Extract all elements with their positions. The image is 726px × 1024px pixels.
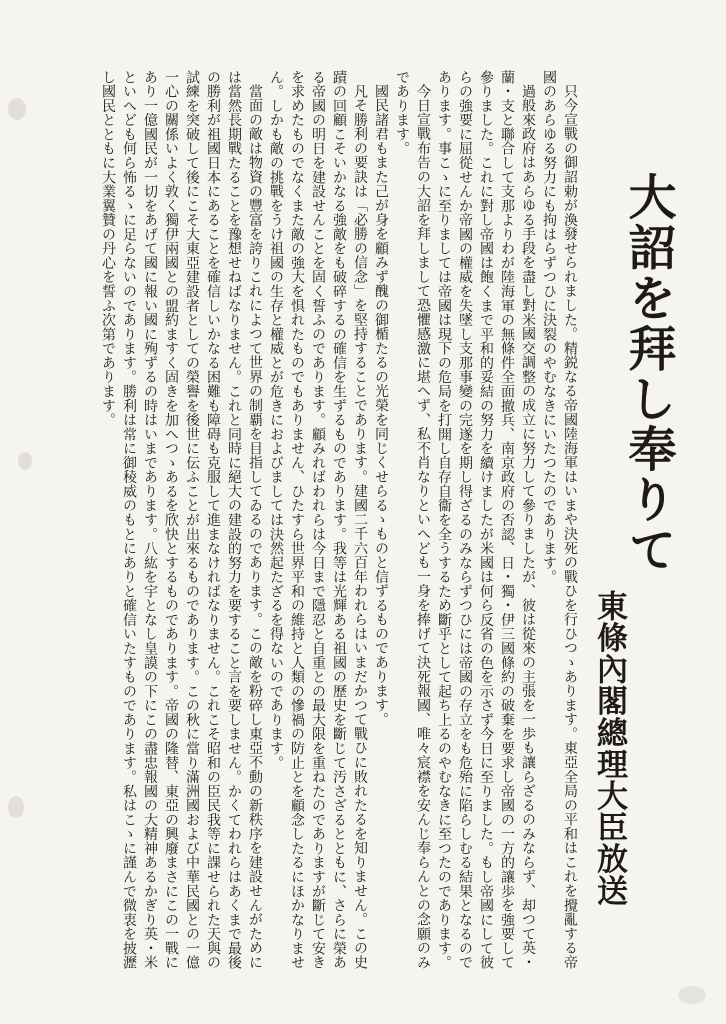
body-paragraph: 過般來政府はあらゆる手段を盡し對米國交調整の成立に努力して參りましたが、彼は從來の主張を一歩も讓らざるのみならず、却つて英・蘭・支と聯合して支那よりわが陸海軍の無條件全面撤兵、南京政府の否認、日・獨・伊三國條約の破棄を要求し帝國の一方的讓歩を強要して參りました。これに對し帝國は飽くまで平和的妥結の努力を續けましたが米國は何ら反省の色を示さず今日に至りました。もし帝國にして彼らの強要に屈從せんか帝國の權威を失墜し支那事變の完遂を期し得ざるのみならずつひには帝國の存立をも危殆に陷らしむる結果となるのであります。事こゝに至りましては帝國は現下の危局を打開し自存自衞を全うするため斷乎として起ち上るのやむなきに至つたのであります。 [436,70,536,970]
body-text [84,70,580,980]
scan-mark [18,452,32,470]
body-paragraph: 今日宣戰布告の大詔を拜しまして恐懼感激に堪へず、私不肖なりといへども一身を捧げて決死報國、唯々宸襟を安んじ奉らんとの念願のみであります。 [394,70,431,970]
body-paragraph: 國民諸君もまた己が身を顧みず醜の御楯たるの光榮を同じくせらるゝものと信ずるものであります。 [373,84,389,727]
byline: 東條內閣總理大臣放送 [591,590,627,907]
scan-mark [8,98,26,120]
body-paragraph: 只今宣戰の御詔勅が渙發せられました。精鋭なる帝國陸海軍はいまや決死の戰ひを行ひつゝあります。東亞全局の平和はこれを攪亂する帝國のあらゆる努力にも拘はらずつひに決裂のやむなきにいたつたのであります。 [541,70,578,970]
body-paragraph: 凡そ勝利の要訣は「必勝の信念」を堅持することであります。建國二千六百年われらはいまだかつて戰ひに敗れたるを知りません。この史蹟の回顧こそいかなる強敵をも破碎するの確信を生ずるものであります。我等は光輝ある祖國の歷史を斷じて汚さざるとともに、さらに榮ある帝國の明日を建設せんことを固く誓ふのであります。顧みればわれらは今日まで隱忍と自重との最大限を重ねたのでありますが斷じて安きを求めたものでなくまた敵の強大を惧れたものでもありません、ひたすら世界平和の維持と人類の慘禍の防止とを顧念したるにほかなりません。しかも敵の挑戰をうけ祖國の生存と權威とが危きにおよびましては決然起たざるを得ないのであります。 [268,70,368,970]
scan-mark [678,986,706,1004]
body-paragraph: 當面の敵は物資の豐富を誇りこれによつて世界の制覇を目指してゐるのであります。この敵を粉碎し東亞不動の新秩序を建設せんがためには當然長期戰たることを豫想せねばなりません。これと同時に絕大の建設的努力を要すること言を要しません。かくてわれらはあくまで最後の勝利が祖國日本にあることを確信しいかなる困難も障碍も克服して進まなければなりません。これこそ昭和の臣民我等に課せられた天與の試練を突破して後にこそ大東亞建設者としての榮譽を後世に伝ふことが出來るものであります。この秋に當り滿洲國および中華民國との一億一心の關係いよく敦く獨伊兩國との盟約ますく固きを加へつゝあるを欣快とするものであります。帝國の隆替、東亞の興廢まさにこの一戰にあり一億國民が一切をあげて國に報い國に殉ずるの時はいまであります。八紘を宇となし皇謨の下にこの盡忠報國の大精神あるかぎり英・米といへども何ら怖るゝに足らないのであります。勝利は常に御稜威のもとにありと確信いたすものであります。私はこゝに謹んで微衷を披瀝し國民とともに大業翼贊の丹心を誓ふ次第であります。 [100,70,263,970]
page-title: 大詔を拜し奉りて [620,172,676,576]
scan-mark [8,796,24,818]
